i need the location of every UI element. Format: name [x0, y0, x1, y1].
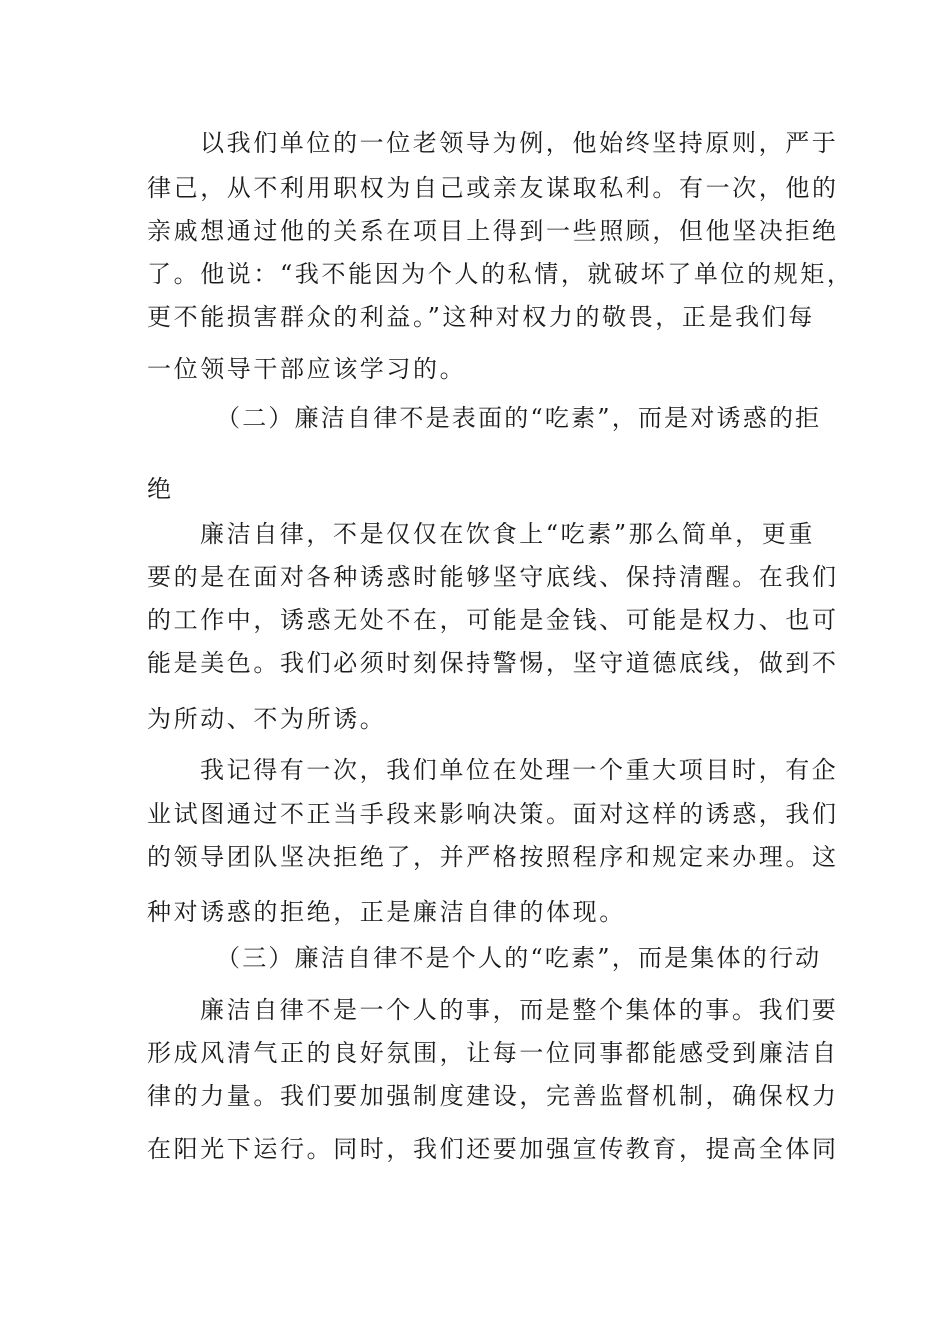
text-line: 廉洁自律，不是仅仅在饮食上“吃素”那么简单，更重	[200, 520, 815, 548]
text-line: 能是美色。我们必须时刻保持警惕，坚守道德底线，做到不	[147, 649, 839, 677]
text-line: 更不能损害群众的利益。”这种对权力的敬畏，正是我们每	[147, 303, 815, 331]
text-line: 的工作中，诱惑无处不在，可能是金钱、可能是权力、也可	[147, 606, 839, 634]
text-line: 种对诱惑的拒绝，正是廉洁自律的体现。	[147, 898, 626, 926]
text-line: 在阳光下运行。同时，我们还要加强宣传教育，提高全体同	[147, 1135, 839, 1163]
text-line: 的领导团队坚决拒绝了，并严格按照程序和规定来办理。这	[147, 843, 839, 871]
text-line: 为所动、不为所诱。	[147, 705, 387, 733]
text-line: 形成风清气正的良好氛围，让每一位同事都能感受到廉洁自	[147, 1039, 839, 1067]
text-line: 律的力量。我们要加强制度建设，完善监督机制，确保权力	[147, 1082, 839, 1110]
text-line: 亲戚想通过他的关系在项目上得到一些照顾，但他坚决拒绝	[147, 217, 839, 245]
section-heading-continuation: 绝	[147, 475, 174, 503]
text-line: 了。他说：“我不能因为个人的私情，就破坏了单位的规矩，	[147, 260, 854, 288]
text-line: 要的是在面对各种诱惑时能够坚守底线、保持清醒。在我们	[147, 563, 839, 591]
text-line: 廉洁自律不是一个人的事，而是整个集体的事。我们要	[200, 996, 839, 1024]
text-line: 业试图通过不正当手段来影响决策。面对这样的诱惑，我们	[147, 800, 839, 828]
text-line: 以我们单位的一位老领导为例，他始终坚持原则，严于	[200, 129, 839, 157]
text-line: 一位领导干部应该学习的。	[147, 355, 467, 383]
section-heading: （三）廉洁自律不是个人的“吃素”，而是集体的行动	[216, 944, 822, 972]
section-heading: （二）廉洁自律不是表面的“吃素”，而是对诱惑的拒	[216, 404, 822, 432]
text-line: 律己，从不利用职权为自己或亲友谋取私利。有一次，他的	[147, 174, 839, 202]
text-line: 我记得有一次，我们单位在处理一个重大项目时，有企	[200, 756, 839, 784]
